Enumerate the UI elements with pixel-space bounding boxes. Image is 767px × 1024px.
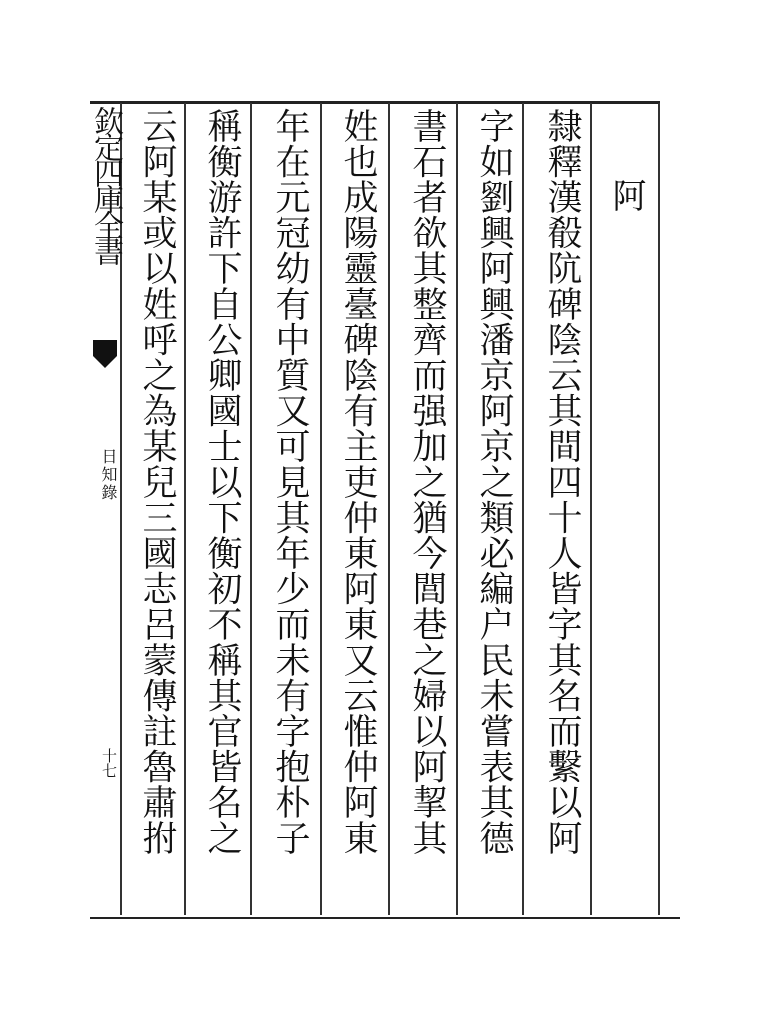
entry-heading: 阿 <box>606 178 646 212</box>
margin-work-title: 日知錄 <box>99 448 118 502</box>
column-divider <box>388 103 390 915</box>
margin-page-number: 十七 <box>100 748 118 778</box>
text-column: 字如劉興阿興潘京阿京之類必編户民未嘗表其德 <box>474 108 514 856</box>
column-divider <box>590 103 592 915</box>
margin-book-title: 欽定四庫全書 <box>88 106 123 262</box>
column-divider <box>320 103 322 915</box>
text-column: 姓也成陽靈臺碑陰有主吏仲東阿東又云惟仲阿東 <box>338 108 378 856</box>
column-divider <box>522 103 524 915</box>
text-column: 稱衡游許下自公卿國士以下衡初不稱其官皆名之 <box>202 108 242 856</box>
text-column: 隸釋漢殽阬碑陰云其間四十人皆字其名而繫以阿 <box>542 108 582 856</box>
text-column: 年在元冠幼有中質又可見其年少而未有字抱朴子 <box>270 108 310 856</box>
text-column: 書石者欲其整齊而强加之猶今閭巷之婦以阿挈其 <box>407 108 447 856</box>
column-divider <box>658 103 660 915</box>
top-border-rule <box>90 101 660 104</box>
column-divider <box>456 103 458 915</box>
fish-tail-mark-icon <box>93 340 117 356</box>
column-divider <box>184 103 186 915</box>
column-divider <box>250 103 252 915</box>
bottom-border-rule <box>90 917 680 919</box>
text-column: 云阿某或以姓呼之為某兒三國志呂蒙傳註魯肅拊 <box>137 108 177 856</box>
